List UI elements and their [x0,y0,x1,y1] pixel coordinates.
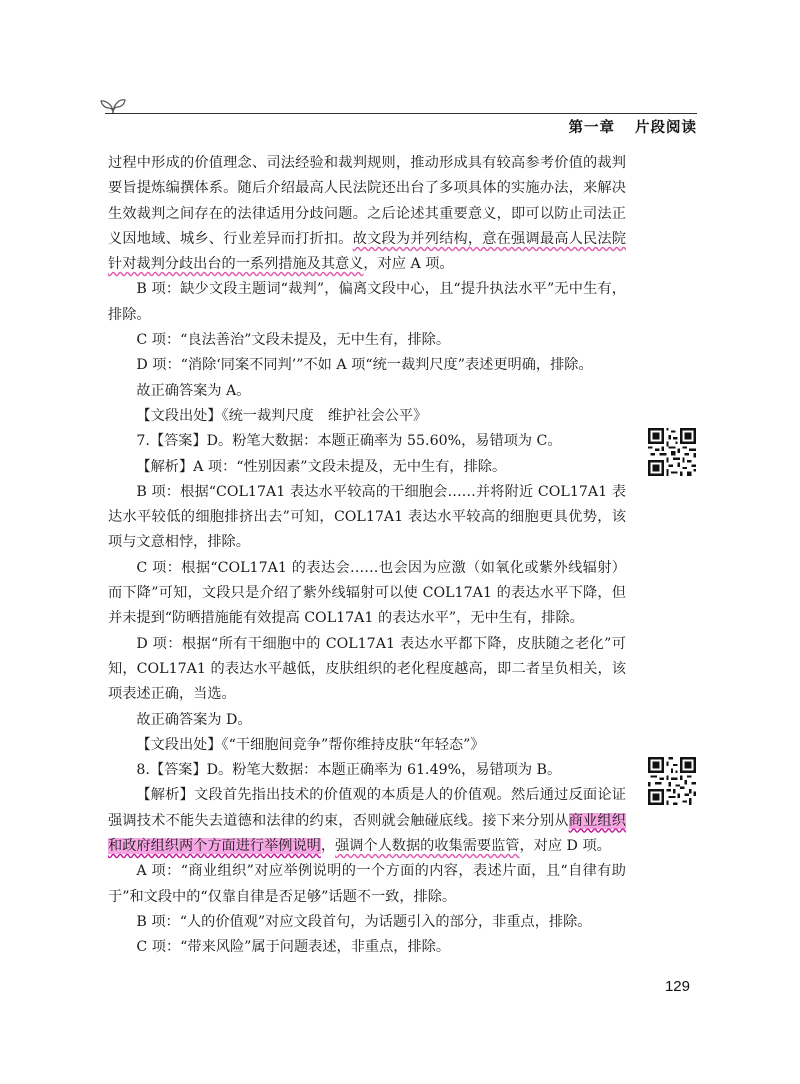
running-header [569,116,698,137]
source-citation: 【文段出处】《“干细胞间竞争”帮你维持皮肤“年轻态”》 [136,736,485,753]
paragraph: A 项：“商业组织”对应举例说明的一个方面的内容，表述片面，且“自律有助于”和文段中的“仅靠自律是否足够”话题不一致，排除。 [108,863,626,905]
paragraph: D 项：根据“所有干细胞中的 COL17A1 表达水平都下降，皮肤随之老化”可知，COL17A1 的表达水平越低，皮肤组织的老化程度越高，即二者呈负相关，该项表述正确，当选。 [108,635,626,703]
page-body [108,151,626,961]
underlined-conclusion: 故文段为并列结构，意在强调最高人民法院针对裁判分歧出台的一系列措施及其意义 [108,230,626,273]
paragraph: 【解析】A 项：“性别因素”文段未提及，无中生有，排除。 [136,458,507,475]
source-citation: 【文段出处】《统一裁判尺度 维护社会公平》 [136,407,428,424]
paragraph: C 项：“带来风险”属于问题表述，非重点，排除。 [136,939,451,956]
header-rule [105,113,697,114]
qr-code-icon[interactable] [648,757,696,805]
highlighted-text: 商业组织和政府组织两个方面进行举例说明 [108,812,626,855]
paragraph: B 项：缺少文段主题词“裁判”，偏离文段中心，且“提升执法水平”无中生有，排除。 [108,281,626,323]
paragraph: 故正确答案为 D。 [136,711,252,728]
chapter-label: 第一章 [568,120,615,136]
qr-code-icon[interactable] [648,428,696,476]
section-label: 片段阅读 [635,120,697,136]
paragraph: B 项：“人的价值观”对应文段首句，为话题引入的部分，非重点，排除。 [136,913,592,930]
paragraph: 故正确答案为 A。 [136,382,251,399]
paragraph: C 项：“良法善治”文段未提及，无中生有，排除。 [136,332,451,349]
answer-line: 7.【答案】D。粉笔大数据：本题正确率为 55.60%，易错项为 C。 [136,433,562,450]
underlined-text: 强调个人数据的收集需要监管 [335,838,520,855]
paragraph: 【解析】文段首先指出技术的价值观的本质是人的价值观。然后通过反面论证强调技术不能失去道德和法律的约束，否则就会触碰底线。接下来分别从商业组织和政府组织两个方面进行举例说明，强调个人数据的收集需要监管，对应 D 项。 [108,787,626,855]
answer-line: 8.【答案】D。粉笔大数据：本题正确率为 61.49%，易错项为 B。 [136,762,562,779]
page-number: 129 [664,978,690,995]
paragraph: C 项：根据“COL17A1 的表达会……也会因为应激（如氧化或紫外线辐射）而下降”可知，文段只是介绍了紫外线辐射可以使 COL17A1 的表达水平下降，但并未提到“防晒措施能有效提高 COL17A1 的表达水平”，无中生有，排除。 [108,559,626,627]
paragraph: D 项：“消除‘同案不同判’”不如 A 项“统一裁判尺度”表述更明确，排除。 [136,357,593,374]
paragraph: B 项：根据“COL17A1 表达水平较高的干细胞会……并将附近 COL17A1 表达水平较低的细胞排挤出去”可知，COL17A1 表达水平较高的细胞更具优势，该项与文意相悖，排除。 [108,483,626,551]
paragraph: 过程中形成的价值理念、司法经验和裁判规则，推动形成具有较高参考价值的裁判要旨提炼编撰体系。随后介绍最高人民法院还出台了多项具体的实施办法，来解决生效裁判之间存在的法律适用分歧问题。之后论述其重要意义，即可以防止司法正义因地域、城乡、行业差异而打折扣。故文段为并列结构，意在强调最高人民法院针对裁判分歧出台的一系列措施及其意义，对应 A 项。 [108,155,626,273]
